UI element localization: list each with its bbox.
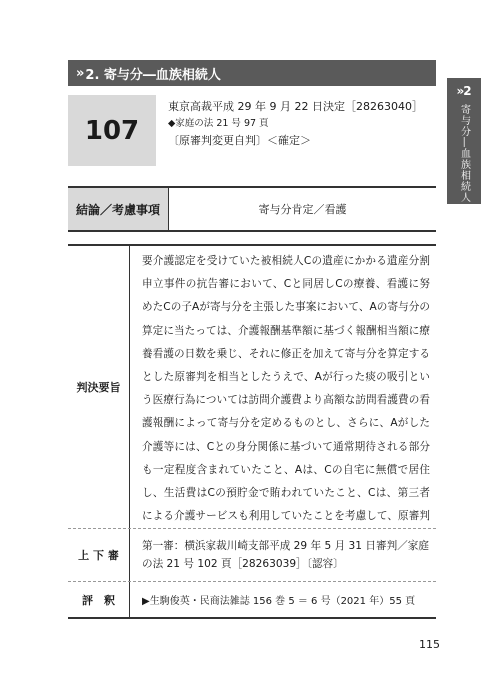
lower-court-text: 第一審：横浜家裁川崎支部平成 29 年 5 月 31 日審判／家庭の法 21 号 102 頁［28263039］〔認容〕 [142, 540, 429, 570]
case-info [168, 98, 438, 149]
conclusion-row [68, 186, 436, 232]
review-text: ▶生駒俊英・民商法雑誌 156 巻 5 ＝ 6 号（2021 年）55 頁 [142, 596, 416, 607]
case-detail-table [68, 244, 436, 619]
page-number: 115 [419, 638, 440, 651]
conclusion-label: 結論／考慮事項 [68, 188, 169, 230]
court-line: 東京高裁平成 29 年 9 月 22 日決定［28263040］ [168, 100, 423, 113]
chevron-icon: » [456, 84, 462, 98]
publication-line: ◆家庭の法 21 号 97 頁 [168, 118, 269, 129]
review-row [68, 582, 436, 617]
side-tab-label: 寄与分―血族相続人 [458, 104, 470, 203]
lower-court-row [68, 529, 436, 582]
case-number: 107 [68, 95, 156, 166]
summary-row [68, 246, 436, 529]
chapter-header [68, 60, 436, 86]
review-label: 評 釈 [68, 582, 130, 617]
result-line: 〔原審判変更自判〕＜確定＞ [168, 134, 311, 147]
summary-text: 要介護認定を受けていた被相続人Cの遺産にかかる遺産分割申立事件の抗告審において、Cと同居しCの療養、看護に努めたCの子Aが寄与分を主張した事案において、Aの寄与分の算定に当たっては、介護報酬基準額に基づく報酬相当額に療養看護の日数を乗じ、それに修正を加えて寄与分を算定するとした原審判を相当としたうえで、Aが行った痰の吸引という医療行為については訪問介護費より高額な訪問看護費の看護報酬によって寄与分を定めるものとし、さらに、Aがした介護等には、Cとの身分関係に基づいて通常期待される部分も一定程度含まれていたこと、Aは、Cの自宅に無償で居住し、生活費はCの預貯金で賄われていたこと、Cは、第三者による介護サービスも利用していたことを考慮して、原審判 [142, 255, 430, 523]
lower-court-label: 上 下 審 [68, 529, 130, 581]
summary-label: 判決要旨 [68, 246, 130, 528]
chevron-icon: » [76, 65, 82, 81]
conclusion-value: 寄与分肯定／看護 [258, 203, 347, 216]
side-index-tab [447, 78, 481, 204]
side-tab-number: 2 [463, 84, 472, 98]
chapter-title: 2. 寄与分―血族相続人 [85, 67, 221, 83]
